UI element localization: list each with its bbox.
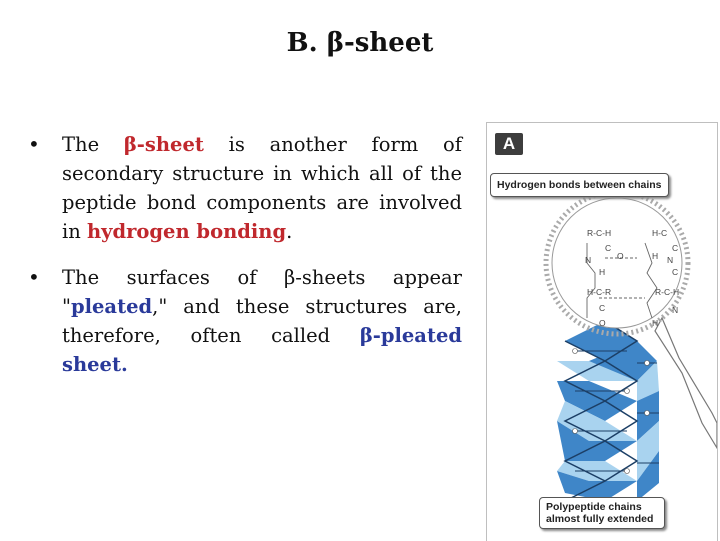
chem-label: C [605, 243, 612, 253]
bullet-text-part: ," and these structures are, therefore, often called [62, 295, 462, 347]
chem-labels [487, 123, 717, 541]
chem-label: H [652, 251, 659, 261]
chem-label: R-C-H [587, 228, 612, 238]
chem-label: H [599, 267, 606, 277]
bullet-item [28, 263, 462, 379]
label-hydrogen-bonds: Hydrogen bonds between chains [490, 173, 669, 197]
chem-label: H [652, 318, 659, 328]
highlight-term: hydrogen bonding [87, 220, 287, 243]
chem-label: H-C [652, 228, 668, 238]
highlight-term: pleated [70, 295, 153, 318]
bullet-dot: • [28, 265, 40, 289]
bullet-item [28, 130, 462, 246]
chem-label: H-C-R [587, 287, 612, 297]
bullet-text [62, 263, 462, 379]
chem-label: O [599, 318, 606, 328]
chem-label: C [672, 243, 679, 253]
chem-label: N [672, 305, 679, 315]
chem-label: C [599, 303, 606, 313]
chem-label: N [667, 255, 674, 265]
highlight-term: β-sheet [123, 133, 204, 156]
beta-sheet-figure [486, 122, 718, 541]
bullet-list [28, 130, 462, 396]
highlight-term: β-pleated sheet. [62, 324, 462, 376]
bullet-text-part: is another form of secondary structure in which all of the peptide bond components are involved in [62, 133, 462, 243]
panel-letter-badge: A [495, 133, 523, 155]
bullet-text-part: The surfaces of β-sheets appear " [62, 266, 462, 318]
chem-label: N [585, 255, 592, 265]
bullet-text [62, 130, 462, 246]
bullet-dot: • [28, 132, 40, 156]
bullet-text-part: . [286, 220, 293, 243]
label-polypeptide-chains: Polypeptide chains almost fully extended [539, 497, 665, 529]
chem-label: C [672, 267, 679, 277]
slide-title: B. β-sheet [286, 28, 434, 58]
chem-label: O [617, 251, 624, 261]
bullet-text-part: The [62, 133, 124, 156]
chem-label: R-C-H [655, 287, 680, 297]
